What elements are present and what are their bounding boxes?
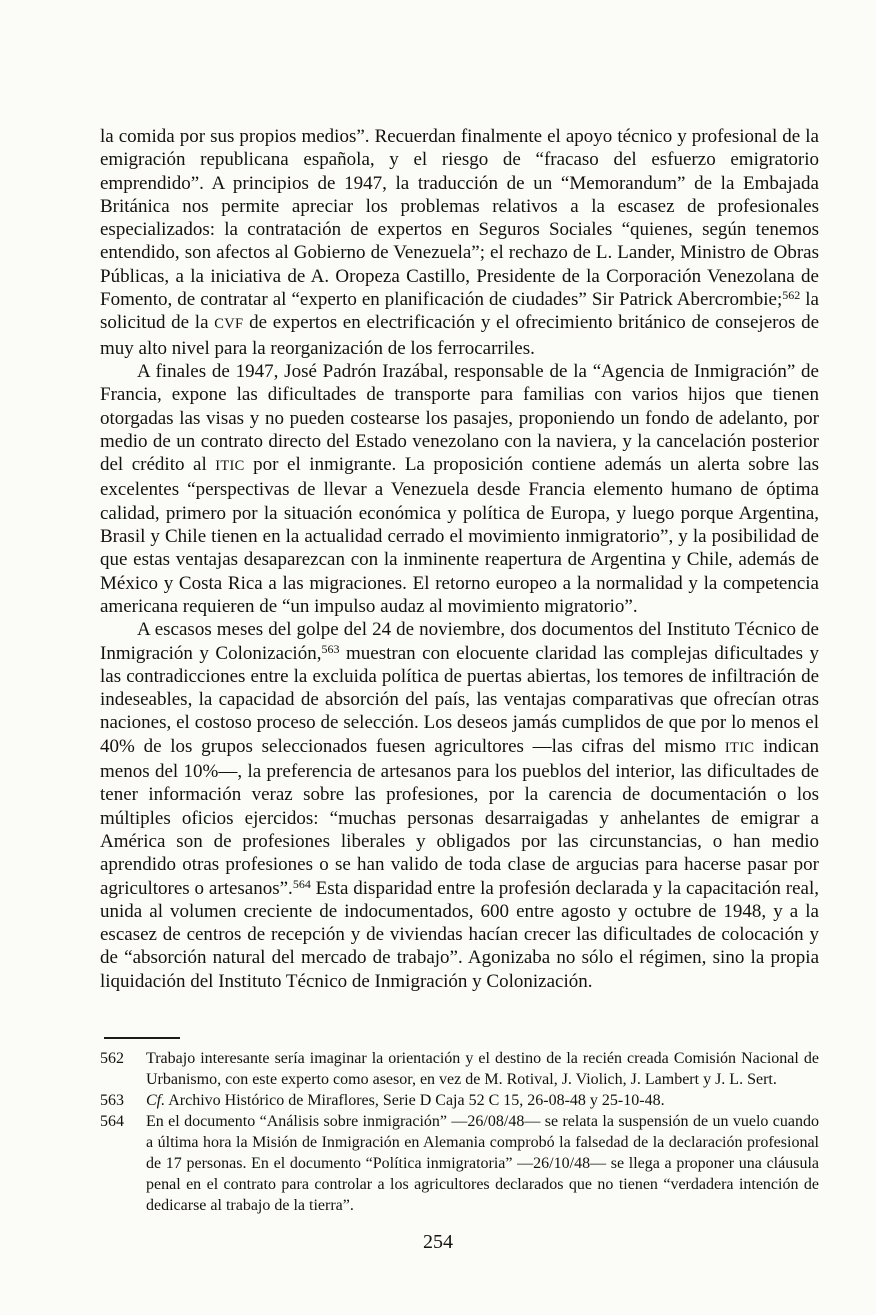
footnote-564-text: En el documento “Análisis sobre inmigración” —26/08/48— se relata la suspensión de un vuelo cuando a última hora la Misión de Inmigración en Alemania comprobó la falsedad de la declaración profesional de 17 personas. En el documento “Política inmigratoria” —26/10/48— se llega a proponer una cláusula penal en el contrato para controlar a los agricultores declarados que no tienen “verdadera intención de dedicarse al trabajo de la tierra”.	[146, 1113, 819, 1214]
footnote-ref-564: 564	[292, 876, 311, 891]
footnotes-section	[100, 1048, 819, 1216]
paragraph-1-text-a: la comida por sus propios medios”. Recuerdan finalmente el apoyo técnico y profesional de la emigración republicana española, y el riesgo de “fracaso del esfuerzo emigratorio emprendido”. A principios de 1947, la traducción de un “Memorandum” de la Embajada Británica nos permite apreciar los problemas relativos a la escasez de profesionales especializados: la contratación de expertos en Seguros Sociales “quienes, según tenemos entendido, son afectos al Gobierno de Venezuela”; el rechazo de L. Lander, Ministro de Obras Públicas, a la iniciativa de A. Oropeza Castillo, Presidente de la Corporación Venezolana de Fomento, de contratar al “experto en planificación de ciudades” Sir Patrick Abercrombie;	[100, 126, 819, 311]
footnote-564-number: 564	[100, 1113, 124, 1130]
footnote-562-text: Trabajo interesante sería imaginar la orientación y el destino de la recién creada Comisión Nacional de Urbanismo, con este experto como asesor, en vez de M. Rotival, J. Violich, J. Lambert y J. L. Sert.	[146, 1050, 819, 1088]
footnote-563-number: 563	[100, 1092, 124, 1109]
footnote-563	[100, 1090, 819, 1111]
paragraph-1	[100, 125, 819, 360]
paragraph-3-text-b: muestran con elocuente claridad las complejas dificultades y las contradicciones entre la excluida política de puertas abiertas, los temores de infiltración de indeseables, la capacidad de absorción del país, las ventajas comparativas que ofrecían otras naciones, el costoso proceso de selección. Los deseos jamás cumplidos de que por lo menos el 40% de los grupos seleccionados fuesen agricultores —las cifras del mismo	[100, 642, 819, 757]
footnote-563-text: Archivo Histórico de Miraflores, Serie D Caja 52 C 15, 26-08-48 y 25-10-48.	[165, 1092, 665, 1109]
footnote-563-cf-abbr: Cf.	[146, 1092, 166, 1109]
paragraph-3-text-d: Esta disparidad entre la profesión declarada y la capacitación real, unida al volumen creciente de indocumentados, 600 entre agosto y octubre de 1948, y a la escasez de centros de recepción y de viviendas hacían crecer las dificultades de colocación y de “absorción natural del mercado de trabajo”. Agonizaba no sólo el régimen, sino la propia liquidación del Instituto Técnico de Inmigración y Colonización.	[100, 877, 819, 992]
footnote-562	[100, 1048, 819, 1090]
paragraph-1-text-b: la solicitud de la	[100, 289, 819, 334]
body-text	[100, 125, 819, 993]
paragraph-1-text-c: de expertos en electrificación y el ofrecimiento británico de consejeros de muy alto nivel para la reorganización de los ferrocarriles.	[100, 312, 820, 359]
acronym-itic: ITIC	[724, 739, 755, 756]
paragraph-3-text-a: A escasos meses del golpe del 24 de noviembre, dos documentos del Instituto Técnico de Inmigración y Colonización,	[100, 619, 819, 664]
paragraph-3-text-c: indican menos del 10%—, la preferencia de artesanos para los pueblos del interior, las dificultades de tener información veraz sobre las profesiones, por la carencia de documentación o los múltiples oficios ejercidos: “muchas personas desarraigadas y anhelantes de emigrar a América son de profesiones liberales y obligados por las circunstancias, o han medio aprendido otras profesiones o se han valido de toda clase de argucias para hacerse pasar por agricultores o artesanos”.	[100, 735, 819, 899]
footnote-562-number: 562	[100, 1050, 124, 1067]
paragraph-3	[100, 618, 819, 993]
paragraph-2-text-a: A finales de 1947, José Padrón Irazábal, responsable de la “Agencia de Inmigración” de Francia, expone las dificultades de transporte para familias con varios hijos que tienen otorgadas las visas y no pueden costearse los pasajes, proponiendo un fondo de adelanto, por medio de un contrato directo del Estado venezolano con la naviera, y la cancelación posterior del crédito al	[100, 360, 819, 476]
footnote-ref-563: 563	[321, 641, 340, 656]
page-number: 254	[423, 1231, 453, 1253]
paragraph-2	[100, 360, 819, 618]
footnote-separator	[104, 1037, 180, 1039]
footnote-564	[100, 1111, 819, 1216]
acronym-cvf: CVF	[214, 316, 244, 333]
acronym-itic: ITIC	[215, 458, 245, 475]
paragraph-2-text-b: por el inmigrante. La proposición contiene además un alerta sobre las excelentes “perspectivas de llevar a Venezuela desde Francia elemento humano de óptima calidad, primero por la situación económica y política de Europa, y luego porque Argentina, Brasil y Chile tienen en la actualidad cerrado el movimiento inmigratorio”, y la posibilidad de que estas ventajas desaparezcan con la inminente reapertura de Argentina y Chile, además de México y Costa Rica a las migraciones. El retorno europeo a la normalidad y la competencia americana requieren de “un impulso audaz al movimiento migratorio”.	[100, 454, 819, 617]
footnote-ref-562: 562	[782, 288, 801, 303]
